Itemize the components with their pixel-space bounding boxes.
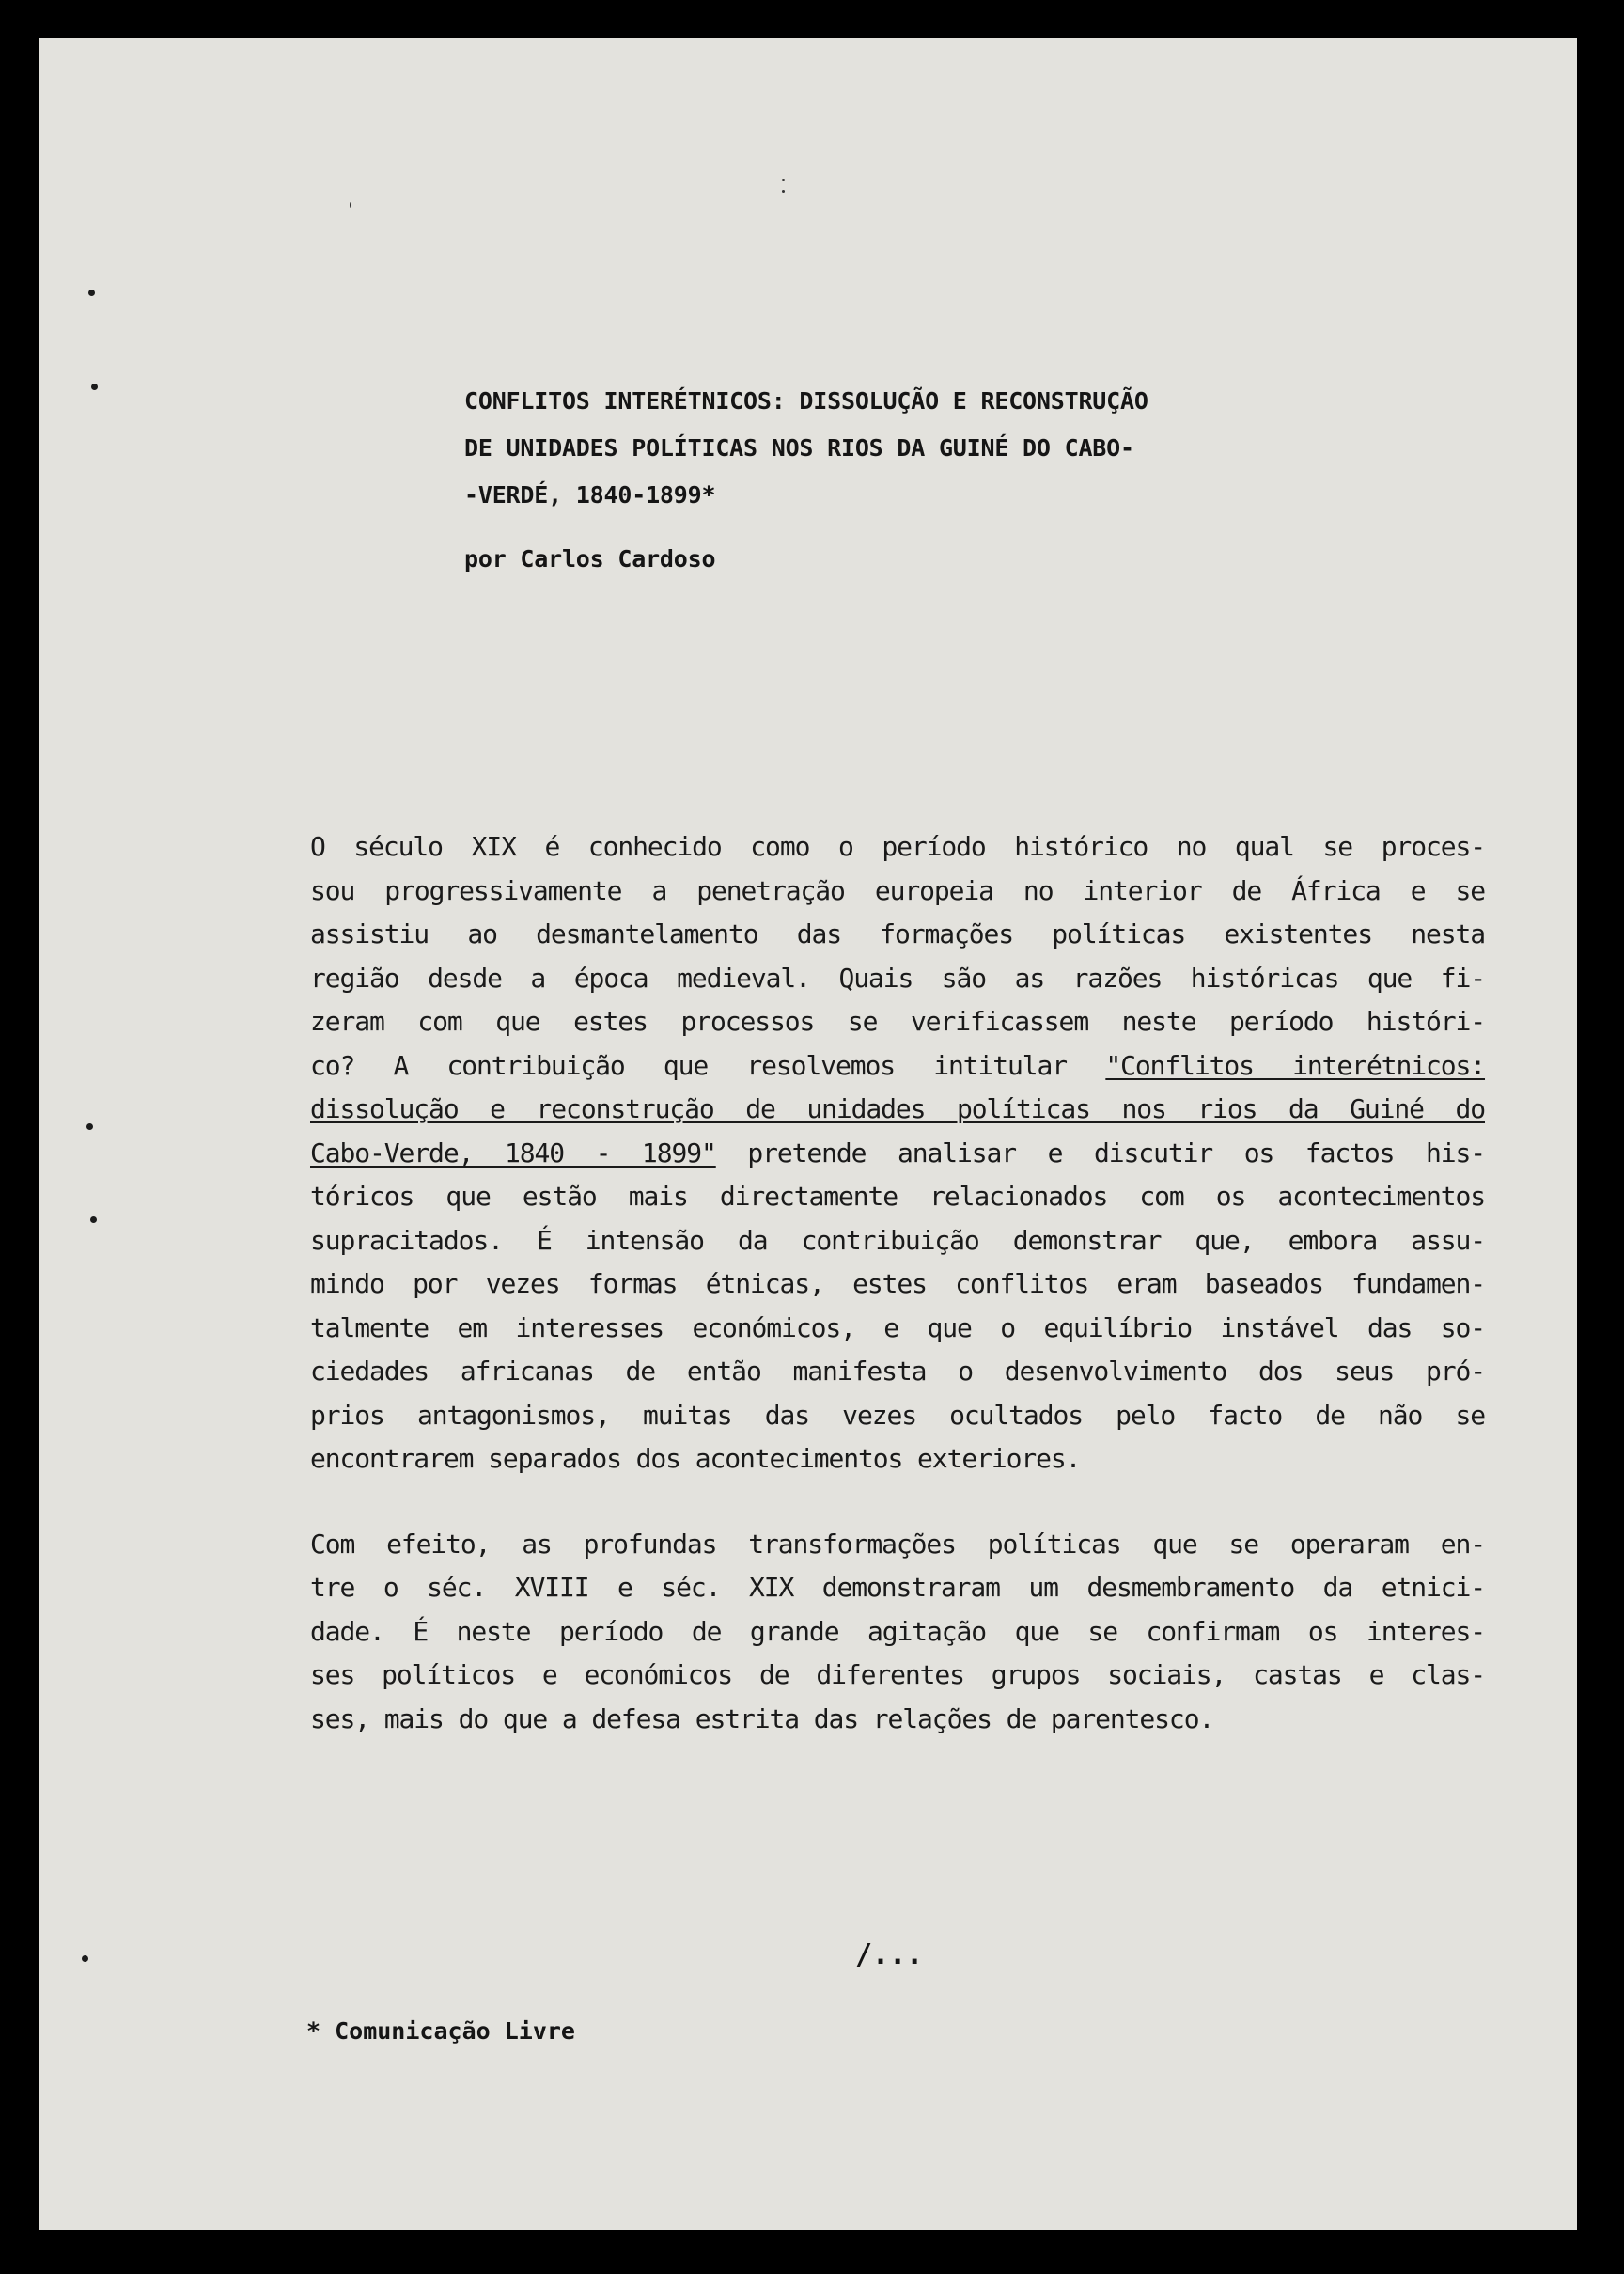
ink-speck (782, 190, 785, 193)
ink-speck (350, 202, 351, 208)
continuation-mark: /... (855, 1938, 924, 1971)
text-line: tre o séc. XVIII e séc. XIX demonstraram um desmembramento da etnici- (310, 1572, 1485, 1603)
title-line: DE UNIDADES POLÍTICAS NOS RIOS DA GUINÉ DO CABO- (464, 434, 1134, 462)
ink-speck (782, 179, 785, 181)
document-page (39, 38, 1577, 2230)
text-line: tóricos que estão mais directamente relacionados com os acontecimentos (310, 1181, 1485, 1212)
text-segment: pretende analisar e discutir os factos his- (715, 1137, 1486, 1168)
binder-hole (88, 290, 95, 296)
text-line: prios antagonismos, muitas das vezes ocultados pelo facto de não se (310, 1399, 1485, 1431)
text-line: encontrarem separados dos acontecimentos exteriores. (310, 1443, 1081, 1474)
text-line: O século XIX é conhecido como o período histórico no qual se proces- (310, 831, 1485, 862)
text-line (310, 1044, 1485, 1089)
title-line: CONFLITOS INTERÉTNICOS: DISSOLUÇÃO E RECONSTRUÇÃO (464, 387, 1148, 415)
text-line: sou progressivamente a penetração europeia no interior de África e se (310, 874, 1485, 906)
title-line: -VERDÉ, 1840-1899* (464, 481, 716, 509)
text-line: supracitados. É intensão da contribuição demonstrar que, embora assu- (310, 1224, 1485, 1256)
author-line: por Carlos Cardoso (464, 545, 716, 572)
body-text (310, 825, 1485, 1782)
paragraph-2 (310, 1523, 1485, 1742)
binder-hole (86, 1123, 93, 1130)
underlined-title: "Conflitos interétnicos: (1105, 1049, 1486, 1081)
binder-hole (82, 1955, 88, 1962)
text-segment: co? A contribuição que resolvemos intitular (310, 1049, 1106, 1081)
text-line: mindo por vezes formas étnicas, estes conflitos eram baseados fundamen- (310, 1268, 1485, 1299)
underlined-title: Cabo-Verde, 1840 - 1899" (310, 1137, 716, 1168)
title-block (464, 387, 1310, 592)
binder-hole (91, 384, 98, 390)
footnote: * Comunicação Livre (306, 2017, 575, 2045)
paragraph-1 (310, 825, 1485, 1482)
text-line: região desde a época medieval. Quais são as razões históricas que fi- (310, 962, 1485, 994)
binder-hole (90, 1216, 97, 1223)
text-line: zeram com que estes processos se verificassem neste período históri- (310, 1006, 1485, 1037)
text-line: ses, mais do que a defesa estrita das relações de parentesco. (310, 1702, 1214, 1734)
underlined-title: dissolução e reconstrução de unidades políticas nos rios da Guiné do (310, 1093, 1485, 1124)
text-line: talmente em interesses económicos, e que o equilíbrio instável das so- (310, 1311, 1485, 1343)
text-line: ses políticos e económicos de diferentes grupos sociais, castas e clas- (310, 1659, 1485, 1690)
text-line: ciedades africanas de então manifesta o desenvolvimento dos seus pró- (310, 1356, 1485, 1387)
text-line (310, 1132, 1485, 1176)
text-line: Com efeito, as profundas transformações políticas que se operaram en- (310, 1528, 1485, 1560)
text-line: dade. É neste período de grande agitação que se confirmam os interes- (310, 1615, 1485, 1647)
text-line (310, 1088, 1485, 1132)
text-line: assistiu ao desmantelamento das formações políticas existentes nesta (310, 918, 1485, 949)
